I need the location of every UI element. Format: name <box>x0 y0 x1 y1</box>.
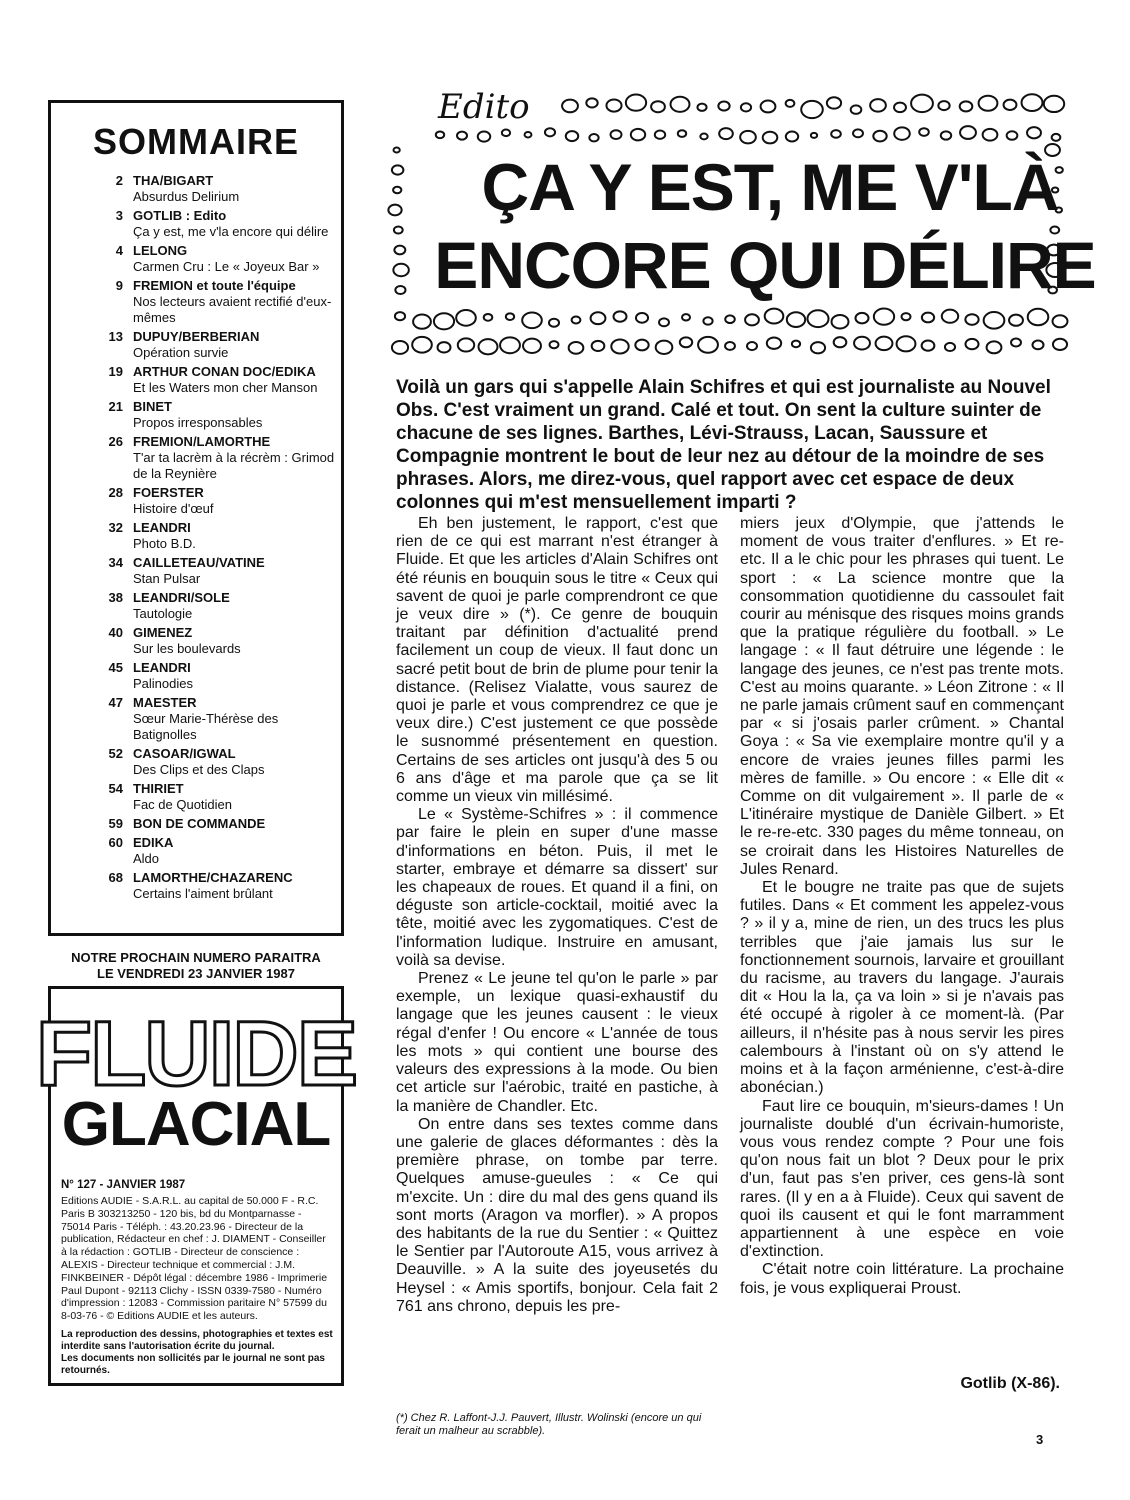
bubble-mark <box>456 310 476 326</box>
bubble-mark <box>894 103 906 113</box>
paragraph: C'était notre coin littérature. La prochaine fois, je vous expliquerai Proust. <box>740 1261 1064 1297</box>
bubble-mark <box>965 314 978 325</box>
toc-title: Photo B.D. <box>133 536 196 551</box>
bubble-mark <box>671 97 690 112</box>
bubble-border <box>388 94 1067 354</box>
toc-title: Nos lecteurs avaient rectifié d'eux-mêmes <box>133 294 332 325</box>
bubble-mark <box>631 129 645 141</box>
bubble-mark <box>827 97 841 108</box>
toc-title: Des Clips et des Claps <box>133 762 265 777</box>
bubble-mark <box>725 342 735 350</box>
bubble-mark <box>392 341 408 354</box>
toc-title: Sur les boulevards <box>133 641 241 656</box>
bubble-mark <box>651 101 665 112</box>
bubble-mark <box>611 340 628 354</box>
toc-page-number: 40 <box>108 625 123 640</box>
bubble-mark <box>394 147 400 152</box>
toc-author: FREMION/LAMORTHE <box>133 434 271 449</box>
toc-entry <box>89 434 339 482</box>
toc-entry <box>89 208 339 240</box>
toc-title: Propos irresponsables <box>133 415 263 430</box>
logo-line1: FLUIDE <box>35 1003 357 1105</box>
bubble-mark <box>569 342 584 354</box>
bubble-mark <box>697 104 706 111</box>
bubble-mark <box>484 314 493 321</box>
bubble-mark <box>873 131 886 142</box>
bubble-mark <box>979 96 998 111</box>
rights-notice <box>61 1329 333 1377</box>
bubble-mark <box>811 342 825 353</box>
bubble-mark <box>834 337 847 347</box>
toc-entry <box>89 329 339 361</box>
bubble-mark <box>718 101 729 110</box>
toc-page-number: 21 <box>108 399 123 414</box>
bubble-mark <box>897 336 916 351</box>
bubble-mark <box>700 134 707 140</box>
toc-author: MAESTER <box>133 695 197 710</box>
toc-title: Certains l'aiment brûlant <box>133 886 273 901</box>
bubble-mark <box>874 308 894 324</box>
bubble-mark <box>436 131 444 138</box>
toc-page-number: 34 <box>108 555 123 570</box>
bubble-mark <box>1053 339 1067 350</box>
logo-line2: GLACIAL <box>61 1090 331 1159</box>
toc-page-number: 3 <box>115 208 123 223</box>
sommaire-title: SOMMAIRE <box>93 121 299 162</box>
bubble-mark <box>589 134 598 141</box>
bubble-mark <box>522 312 542 328</box>
toc-page-number: 9 <box>115 278 123 293</box>
bubble-mark <box>811 133 817 138</box>
bubble-mark <box>413 315 431 329</box>
bubble-mark <box>388 205 401 216</box>
bubble-mark <box>394 226 403 233</box>
bubble-mark <box>678 130 686 137</box>
bubble-mark <box>984 312 1005 329</box>
bubble-mark <box>965 339 978 349</box>
toc-page-number: 45 <box>108 660 123 675</box>
bubble-mark <box>765 309 784 324</box>
bubble-mark <box>787 312 805 327</box>
bubble-mark <box>393 264 408 276</box>
bubble-mark <box>1027 127 1041 138</box>
bubble-mark <box>807 310 828 327</box>
bubble-mark <box>719 128 733 139</box>
bubble-mark <box>549 319 559 327</box>
toc-entry <box>89 695 339 743</box>
bubble-mark <box>725 315 735 323</box>
toc-page-number: 26 <box>108 434 123 449</box>
bubble-mark <box>876 337 893 351</box>
bubble-mark <box>747 342 757 350</box>
toc-author: GIMENEZ <box>133 625 193 640</box>
toc-entry <box>89 781 339 813</box>
bubble-mark <box>786 100 795 107</box>
bubble-mark <box>741 103 751 111</box>
footnote: (*) Chez R. Laffont-J.J. Pauvert, Illustr. Wolinski (encore un qui ferait un malheur au scrabble). <box>396 1412 702 1437</box>
toc-title: Tautologie <box>133 606 193 621</box>
toc-entry <box>89 278 339 326</box>
bubble-mark <box>919 128 929 136</box>
bubble-mark <box>698 337 718 353</box>
bubble-mark <box>1004 100 1017 110</box>
bubble-mark <box>1007 131 1018 140</box>
toc-entry <box>89 485 339 517</box>
bubble-mark <box>870 99 886 112</box>
bubble-mark <box>763 132 778 144</box>
toc-author: THA/BIGART <box>133 173 214 188</box>
toc-author: THIRIET <box>133 781 184 796</box>
bubble-mark <box>562 100 578 113</box>
bubble-mark <box>659 318 669 326</box>
bubble-mark <box>922 313 934 323</box>
issue-number: N° 127 - JANVIER 1987 <box>61 1179 186 1191</box>
bubble-mark <box>611 130 622 139</box>
toc-author: CASOAR/IGWAL <box>133 746 236 761</box>
paragraph: Et le bougre ne traite pas que de sujets futiles. Dans « Et comment les appelez-vous ? » il y a, mine de rien, un des trucs les plus terribles que j'aie jamais lus sur le fonctionnement sournois, larvaire et grouillant du racisme, au travers du langage. J'aurais dit « Hou la la, ça va loin » si je n'avais pas été occupé à rigoler à ce moment-là. (Par ailleurs, il n'hésite pas à nous servir les pires calembours à l'instant où on s'y attend le moins et à la façon arménienne, c'est-à-dire abonécian.) <box>740 879 1064 1097</box>
page-number: 3 <box>1036 1432 1044 1447</box>
bubble-mark <box>478 132 491 142</box>
bubble-mark <box>942 310 958 323</box>
bubble-mark <box>572 316 581 323</box>
bubble-mark <box>680 337 692 347</box>
bubble-mark <box>983 129 998 141</box>
toc-page-number: 54 <box>108 781 123 796</box>
toc-author: LELONG <box>133 243 188 258</box>
bubble-mark <box>635 340 648 351</box>
toc-author: CAILLETEAU/VATINE <box>133 555 265 570</box>
toc-page-number: 19 <box>108 364 123 379</box>
next-issue-line1: NOTRE PROCHAIN NUMERO PARAITRA <box>71 950 321 965</box>
paragraph: miers jeux d'Olympie, que j'attends le moment de vous traiter d'enflures. » Et re-etc. Il a le chic pour les phrases qui tuent. Le sport : « La science montre que la consommation quotidienne du cassoulet fait courir au ménisque des risques moins grands que la pratique régulière du football. » Le langage : « Il faut détruire une légende : le langage des jeunes, ce n'est pas trente mots. C'est au moins quarante. » Léon Zitrone : « Il ne parle jamais crûment sauf en commençant par « si j'osais parler crûment. » Chantal Goya : « Sa vie exemplaire montre qu'il y a encore de vraies jeunes filles parmi les mères de famille. » Ou encore : « Elle dit « Comme on dit vulgairement ». Il parle de « L'itinéraire mystique de Danièle Gilbert. » Et le re-re-etc. 330 pages du même tonneau, on se croirait dans les Histoires Naturelles de Jules Renard. <box>740 515 1064 878</box>
toc-entry <box>89 399 339 431</box>
toc-title: Histoire d'œuf <box>133 501 214 516</box>
toc-entry <box>89 816 339 832</box>
toc-author: FREMION et toute l'équipe <box>133 278 296 293</box>
bubble-mark <box>945 343 955 351</box>
toc-page-number: 59 <box>108 816 123 831</box>
bubble-mark <box>479 339 498 354</box>
bubble-mark <box>938 101 949 110</box>
bubble-mark <box>894 127 910 139</box>
toc-entry <box>89 590 339 622</box>
paragraph: Prenez « Le jeune tel qu'on le parle » par exemple, un lexique quasi-exhaustif du langage que les jeunes causent : le vieux régal d'enfer ! Ou encore « L'année de tous les mots » qui contient une bourse des valeurs des expressions à la mode. Ou bien cet article sur l'aérobic, traité en pastiche, à la manière de Chandler. Etc. <box>396 970 718 1115</box>
toc-page-number: 4 <box>115 243 123 258</box>
toc-page-number: 68 <box>108 870 123 885</box>
paragraph: Eh ben justement, le rapport, c'est que rien de ce qui est marrant n'est étranger à Fluide. Et que les articles d'Alain Schifres ont été réunis en bouquin sous le titre « Ceux qui savent de quoi je parle comprendront ce que je veux dire » (*). Ce genre de bouquin traitant par définition d'actualité prend facilement un coup de vieux. Il faut donc un sacré petit bout de brin de plume pour tenir la distance. (Relisez Vialatte, vous saurez de quoi je parle et vous comprendrez ce que je veux dire.) C'est justement ce que possède le susnommé présentement en question. Certains de ses articles ont jusqu'à des 5 ou 6 ans d'âge et ma parole que ça se lit comme un vieux vin millésimé. <box>396 515 718 806</box>
bubble-mark <box>655 131 665 139</box>
bubble-mark <box>801 101 823 118</box>
bubble-mark <box>987 341 1002 353</box>
bubble-mark <box>626 95 646 111</box>
bubble-mark <box>1009 315 1023 326</box>
paragraph: Le « Système-Schifres » : il commence par faire le plein en super d'une masse d'informations en béton. Puis, il met le starter, embraye et démarre sa dissert' sur les chapeaux de roues. Et quand il a fini, on déguste son article-cocktail, moitié avec la tête, moitié avec les zygomatiques. C'est de l'information ludique. Instruire en amusant, voilà sa devise. <box>396 806 718 969</box>
toc-page-number: 52 <box>108 746 123 761</box>
bubble-mark <box>523 339 541 353</box>
toc-entry <box>89 870 339 902</box>
toc-title: Absurdus Delirium <box>133 189 240 204</box>
toc-author: ARTHUR CONAN DOC/EDIKA <box>133 364 316 379</box>
bubble-mark <box>395 312 405 320</box>
toc-entry <box>89 555 339 587</box>
toc-entry <box>89 243 339 275</box>
bubble-mark <box>832 315 849 329</box>
headline-line1: ÇA Y EST, ME V'LÀ <box>481 150 1059 224</box>
bubble-mark <box>960 126 976 139</box>
toc-page-number: 13 <box>108 329 123 344</box>
toc-title: Aldo <box>133 851 160 866</box>
toc-page-number: 2 <box>115 173 123 188</box>
bubble-mark <box>786 132 798 142</box>
bubble-mark <box>614 311 627 321</box>
toc-entry <box>89 746 339 778</box>
bubble-mark <box>392 165 404 174</box>
next-issue-notice <box>48 950 344 982</box>
bubble-mark <box>1028 309 1049 325</box>
bubble-mark <box>636 313 648 323</box>
bubble-mark <box>854 337 870 350</box>
bubble-mark <box>911 95 933 112</box>
bubble-mark <box>591 312 606 324</box>
rights-line1: La reproduction des dessins, photographies et textes est interdite sans l'autorisation écrite du journal. <box>61 1329 333 1352</box>
toc-page-number: 32 <box>108 520 123 535</box>
toc-title: Opération survie <box>133 345 229 360</box>
toc-author: LEANDRI/SOLE <box>133 590 230 605</box>
article-lead: Voilà un gars qui s'appelle Alain Schifres et qui est journaliste au Nouvel Obs. C'est vraiment un grand. Calé et tout. On sent la culture suinter de chacune de ses lignes. Barthes, Lévi-Strauss, Lacan, Saussure et Compagnie montrent le bout de leur nez au détour de la moindre de ses phrases. Alors, me direz-vous, quel rapport avec cet espace de deux colonnes qui m'est mensuellement imparti ? <box>396 377 1051 513</box>
bubble-mark <box>703 317 712 324</box>
edito-header-art <box>380 80 1096 365</box>
toc-author: LEANDRI <box>133 660 191 675</box>
bubble-mark <box>682 314 690 320</box>
bubble-mark <box>1022 94 1043 111</box>
bubble-mark <box>761 101 776 113</box>
bubble-mark <box>438 342 451 352</box>
toc-entry <box>89 520 339 552</box>
bubble-mark <box>525 132 532 138</box>
toc-title: Sœur Marie-Thérèse des Batignolles <box>133 711 279 742</box>
toc-page-number: 47 <box>108 695 123 710</box>
bubble-mark <box>412 337 432 353</box>
toc-title: Et les Waters mon cher Manson <box>133 380 318 395</box>
bubble-mark <box>1053 315 1068 327</box>
toc-entry <box>89 364 339 396</box>
paragraph: Faut lire ce bouquin, m'sieurs-dames ! Un journaliste doublé d'un écrivain-humoriste, vous vous rendez compte ? Pour une fois qu'on nous fait un blot ? Deux pour le prix d'un, faut pas s'en priver, ces gens-là sont rares. (Il y en a à Fluide). Ceux qui savent de quoi ils causent et qui le font marramment appartiennent à une espèce en voie d'extinction. <box>740 1097 1064 1261</box>
edito-label: Edito <box>438 87 530 127</box>
next-issue-line2: LE VENDREDI 23 JANVIER 1987 <box>97 966 295 981</box>
toc-title: Carmen Cru : Le « Joyeux Bar » <box>133 259 320 274</box>
author-signature: Gotlib (X-86). <box>960 1375 1060 1392</box>
bubble-mark <box>960 101 973 111</box>
bubble-mark <box>1011 339 1021 347</box>
bubble-mark <box>394 246 405 255</box>
bubble-mark <box>457 132 467 140</box>
bubble-mark <box>458 338 474 351</box>
toc-page-number: 28 <box>108 485 123 500</box>
bubble-mark <box>586 98 597 107</box>
toc-entry <box>89 625 339 657</box>
toc-author: BON DE COMMANDE <box>133 816 266 831</box>
toc-entry <box>89 660 339 692</box>
rights-line2: Les documents non sollicités par le journal ne sont pas retournés. <box>61 1353 325 1376</box>
toc-page-number: 60 <box>108 835 123 850</box>
bubble-mark <box>922 340 935 350</box>
toc-author: LEANDRI <box>133 520 191 535</box>
publisher-credits: Editions AUDIE - S.A.R.L. au capital de 50.000 F - R.C. Paris B 303213250 - 120 bis, bd du Montparnasse - 75014 Paris - Téléph. : 43.20.23.96 - Directeur de la publication, Rédacteur en chef : J. DIAMENT - Conseiller à la rédaction : GOTLIB - Directeur de conscience : ALEXIS - Directeur technique et commercial : J.M. FINKBEINER - Dépôt légal : décembre 1986 - Imprimerie Paul Dupont - 92113 Clichy - ISSN 0339-7580 - Numéro d'impression : 12083 - Commission paritaire N° 57599 du 8-03-76 - © Editions AUDIE et les auteurs. <box>61 1195 328 1323</box>
bubble-mark <box>1052 134 1061 141</box>
bubble-mark <box>792 341 800 348</box>
toc-title: T'ar ta lacrèm à la récrèm : Grimod de la Reynière <box>133 450 335 481</box>
headline-line2: ENCORE QUI DÉLIRE <box>434 228 1096 302</box>
bubble-mark <box>767 337 781 348</box>
article-column-2 <box>740 515 1064 1298</box>
toc-title: Ça y est, me v'la encore qui délire <box>133 224 329 239</box>
bubble-mark <box>500 337 520 353</box>
bubble-mark <box>851 105 862 114</box>
bubble-mark <box>656 341 673 354</box>
bubble-mark <box>566 131 578 141</box>
bubble-mark <box>941 131 951 139</box>
bubble-mark <box>902 313 911 320</box>
toc-author: BINET <box>133 399 172 414</box>
masthead-box <box>35 986 357 1386</box>
bubble-mark <box>502 130 510 137</box>
bubble-mark <box>1032 341 1043 350</box>
toc-page-number: 38 <box>108 590 123 605</box>
fluide-glacial-logo <box>35 997 357 1159</box>
bubble-mark <box>855 313 868 323</box>
bubble-mark <box>592 341 605 351</box>
bubble-mark <box>393 187 401 194</box>
bubble-mark <box>506 313 514 320</box>
toc-title: Stan Pulsar <box>133 571 201 586</box>
table-of-contents <box>89 173 339 905</box>
bubble-mark <box>434 313 454 329</box>
bubble-mark <box>395 286 405 294</box>
bubble-mark <box>606 100 621 112</box>
sommaire-box <box>48 100 344 936</box>
toc-author: EDIKA <box>133 835 174 850</box>
bubble-mark <box>545 128 555 136</box>
bubble-mark <box>1044 96 1064 112</box>
toc-entry <box>89 173 339 205</box>
paragraph: On entre dans ses textes comme dans une galerie de glaces déformantes : dès la première phrase, on tombe par terre. Quelques amuse-gueules : « Ce qui m'excite. Un : dire du mal des gens quand ils sont morts (Aragon va morfler). » A propos des habitants de la rue du Sentier : « Quittez le Sentier par l'Autoroute A15, vous arrivez à Deauville. » A la suite des joyeusetés du Heysel : « Amis sportifs, bonjour. Cela fait 2 761 ans chrono, depuis les pre- <box>396 1115 718 1315</box>
bubble-mark <box>740 131 756 144</box>
bubble-mark <box>853 129 863 137</box>
article-column-1 <box>396 515 718 1316</box>
toc-author: LAMORTHE/CHAZARENC <box>133 870 293 885</box>
toc-author: FOERSTER <box>133 485 204 500</box>
toc-entry <box>89 835 339 867</box>
toc-title: Palinodies <box>133 676 193 691</box>
bubble-mark <box>831 130 841 138</box>
bubble-mark <box>550 341 559 348</box>
toc-title: Fac de Quotidien <box>133 797 233 812</box>
toc-author: GOTLIB : Edito <box>133 208 227 223</box>
toc-author: DUPUY/BERBERIAN <box>133 329 260 344</box>
bubble-mark <box>745 314 759 325</box>
